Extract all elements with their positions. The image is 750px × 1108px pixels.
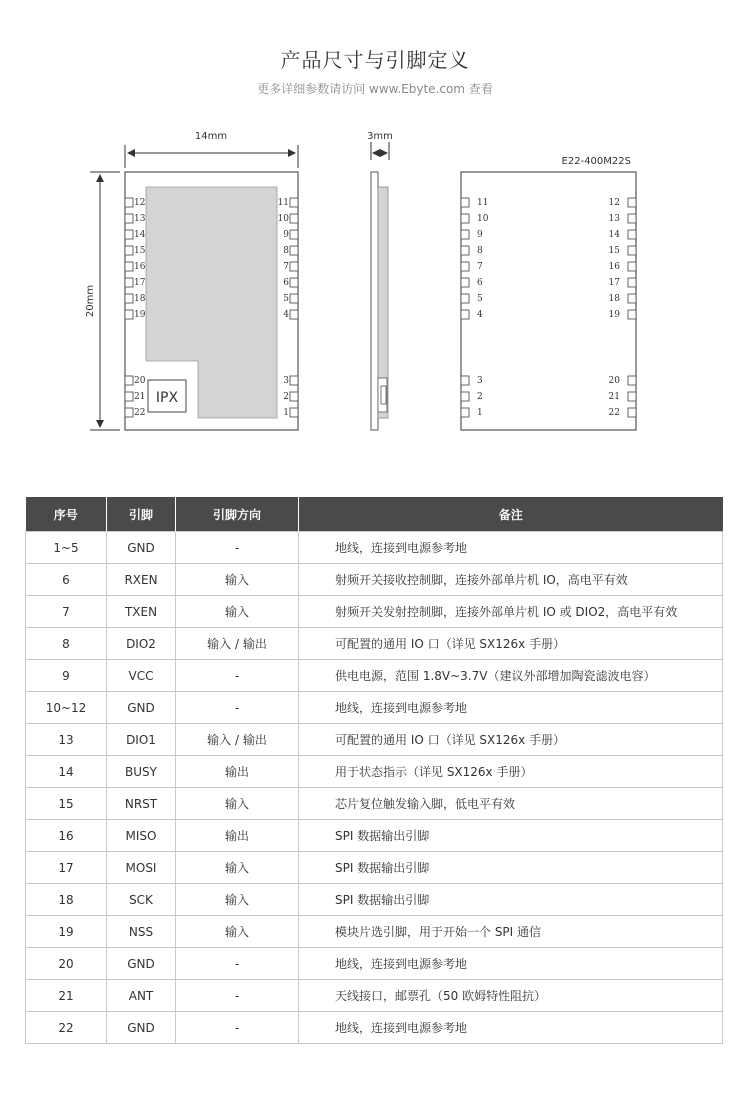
pin-direction: 输入 [176,852,299,884]
pin-label: 12 [608,198,620,208]
pin-note: 地线，连接到电源参考地 [299,948,723,980]
pin-number: 15 [26,788,107,820]
pin-direction: 输出 [176,820,299,852]
pin-label: 7 [283,262,289,272]
table-row [26,692,723,724]
pin-direction: - [176,660,299,692]
dimension-diagram [0,120,750,440]
pin-pad [461,392,469,401]
pin-label: 6 [283,278,289,288]
table-row [26,660,723,692]
table-row [26,948,723,980]
pin-pad [290,214,298,223]
pin-label: 20 [608,376,620,386]
pin-direction: 输入 / 输出 [176,724,299,756]
pin-label: 10 [477,214,489,224]
pin-label: 1 [283,408,289,418]
table-row [26,596,723,628]
pin-number: 10~12 [26,692,107,724]
pin-note: 天线接口，邮票孔（50 欧姆特性阻抗） [299,980,723,1012]
pin-label: 21 [608,392,620,402]
pin-label: 14 [608,230,620,240]
table-row [26,980,723,1012]
pin-pad [125,392,133,401]
pin-name: GND [107,692,176,724]
pin-pad [290,246,298,255]
pin-name: DIO2 [107,628,176,660]
pin-label: 9 [283,230,289,240]
pin-direction: - [176,532,299,564]
pin-label: 2 [283,392,289,402]
pin-number: 8 [26,628,107,660]
pin-note: 地线，连接到电源参考地 [299,692,723,724]
pin-number: 22 [26,1012,107,1044]
pin-name: MISO [107,820,176,852]
pin-label: 5 [283,294,289,304]
page-subtitle: 更多详细参数请访问 www.Ebyte.com 查看 [257,82,493,96]
pin-number: 20 [26,948,107,980]
pin-label: 16 [134,262,146,272]
pin-pad [290,278,298,287]
pin-pad [290,230,298,239]
pin-note: 地线，连接到电源参考地 [299,532,723,564]
pin-pad [461,310,469,319]
pin-number: 14 [26,756,107,788]
thickness-label: 3mm [367,131,393,142]
pin-note: 供电电源，范围 1.8V~3.7V（建议外部增加陶瓷滤波电容） [299,660,723,692]
pin-label: 15 [134,246,146,256]
pin-number: 1~5 [26,532,107,564]
pin-pad [628,214,636,223]
pin-pad [125,230,133,239]
pin-name: SCK [107,884,176,916]
pin-label: 4 [477,310,483,320]
pin-label: 22 [608,408,620,418]
pin-number: 16 [26,820,107,852]
pin-direction: - [176,948,299,980]
table-row [26,756,723,788]
pin-direction: 输入 [176,564,299,596]
pin-pad [290,392,298,401]
table-row [26,852,723,884]
pin-pad [125,262,133,271]
pin-label: 22 [134,408,146,418]
pin-label: 18 [608,294,620,304]
pin-direction: 输入 [176,916,299,948]
table-row [26,532,723,564]
pin-number: 19 [26,916,107,948]
pin-pad [125,376,133,385]
pin-label: 8 [477,246,483,256]
pin-name: GND [107,1012,176,1044]
pin-label: 1 [477,408,483,418]
pin-note: 模块片选引脚，用于开始一个 SPI 通信 [299,916,723,948]
pin-direction: - [176,980,299,1012]
pin-note: 射频开关接收控制脚，连接外部单片机 IO，高电平有效 [299,564,723,596]
pin-name: GND [107,948,176,980]
pin-label: 17 [608,278,620,288]
pin-note: 可配置的通用 IO 口（详见 SX126x 手册） [299,628,723,660]
pin-pad [125,310,133,319]
ipx-label: IPX [155,390,179,406]
pin-pad [461,262,469,271]
pin-label: 16 [608,262,620,272]
pin-label: 8 [283,246,289,256]
pin-pad [628,392,636,401]
pin-number: 18 [26,884,107,916]
pin-pad [125,246,133,255]
pin-label: 15 [608,246,620,256]
pin-name: NSS [107,916,176,948]
pin-pad [290,294,298,303]
pin-label: 20 [134,376,146,386]
pin-name: MOSI [107,852,176,884]
pin-label: 11 [277,198,289,208]
pin-table-header [26,497,723,532]
side-view [367,131,393,430]
pin-pad [290,376,298,385]
pin-pad [461,198,469,207]
pin-direction: 输入 [176,788,299,820]
pin-label: 3 [477,376,483,386]
table-row [26,564,723,596]
header-direction: 引脚方向 [176,497,299,532]
pin-label: 12 [134,198,146,208]
pin-note: SPI 数据输出引脚 [299,852,723,884]
pin-pad [628,230,636,239]
pin-name: DIO1 [107,724,176,756]
pin-name: RXEN [107,564,176,596]
pin-pad [290,198,298,207]
pin-label: 7 [477,262,483,272]
table-row [26,916,723,948]
pin-direction: 输入 [176,884,299,916]
pin-pad [125,294,133,303]
pin-note: SPI 数据输出引脚 [299,820,723,852]
height-dimension [85,172,120,430]
pin-pad [461,408,469,417]
pin-pad [125,278,133,287]
table-row [26,820,723,852]
pin-number: 13 [26,724,107,756]
pin-pad [628,262,636,271]
pin-label: 19 [134,310,146,320]
pin-label: 5 [477,294,483,304]
pin-number: 21 [26,980,107,1012]
pin-label: 18 [134,294,146,304]
pin-number: 17 [26,852,107,884]
model-label: E22-400M22S [561,156,631,167]
table-row [26,788,723,820]
pin-label: 4 [283,310,289,320]
pin-note: 射频开关发射控制脚，连接外部单片机 IO 或 DIO2，高电平有效 [299,596,723,628]
pin-pad [290,310,298,319]
pin-label: 21 [134,392,146,402]
table-row [26,628,723,660]
pin-pad [290,262,298,271]
pin-number: 7 [26,596,107,628]
bottom-view [461,156,636,430]
pin-name: VCC [107,660,176,692]
pin-name: BUSY [107,756,176,788]
pin-label: 11 [477,198,489,208]
page-title: 产品尺寸与引脚定义 [280,48,470,72]
pin-direction: 输出 [176,756,299,788]
header-note: 备注 [299,497,723,532]
pin-name: NRST [107,788,176,820]
table-row [26,1012,723,1044]
pin-note: 芯片复位触发输入脚，低电平有效 [299,788,723,820]
pin-label: 19 [608,310,620,320]
pin-pad [125,408,133,417]
pin-label: 13 [608,214,620,224]
pin-label: 17 [134,278,146,288]
pin-name: TXEN [107,596,176,628]
pin-direction: - [176,692,299,724]
pin-label: 3 [283,376,289,386]
pin-pad [461,230,469,239]
pin-label: 14 [134,230,146,240]
pin-pad [628,376,636,385]
pin-number: 6 [26,564,107,596]
pin-pad [125,214,133,223]
pin-label: 10 [277,214,289,224]
pin-pad [461,214,469,223]
pin-label: 2 [477,392,483,402]
pin-label: 6 [477,278,483,288]
pin-number: 9 [26,660,107,692]
height-label: 20mm [85,284,96,318]
pin-pad [628,246,636,255]
pin-pad [461,294,469,303]
header-pin: 引脚 [107,497,176,532]
pin-direction: - [176,1012,299,1044]
pin-pad [628,408,636,417]
pin-pad [461,376,469,385]
table-row [26,884,723,916]
pin-note: 用于状态指示（详见 SX126x 手册） [299,756,723,788]
pin-label: 9 [477,230,483,240]
pin-name: GND [107,532,176,564]
pin-pad [290,408,298,417]
pin-note: 可配置的通用 IO 口（详见 SX126x 手册） [299,724,723,756]
pin-pad [628,294,636,303]
pin-pad [461,246,469,255]
pin-pad [628,278,636,287]
pin-label: 13 [134,214,146,224]
pin-pad [125,198,133,207]
table-row [26,724,723,756]
width-dimension [125,131,298,168]
pin-pad [628,310,636,319]
pin-table [25,497,723,1044]
width-label: 14mm [194,131,228,142]
pin-name: ANT [107,980,176,1012]
pin-pad [628,198,636,207]
header-index: 序号 [26,497,107,532]
front-view [125,172,298,430]
pin-note: 地线，连接到电源参考地 [299,1012,723,1044]
pin-pad [461,278,469,287]
pin-direction: 输入 / 输出 [176,628,299,660]
pin-note: SPI 数据输出引脚 [299,884,723,916]
pin-direction: 输入 [176,596,299,628]
